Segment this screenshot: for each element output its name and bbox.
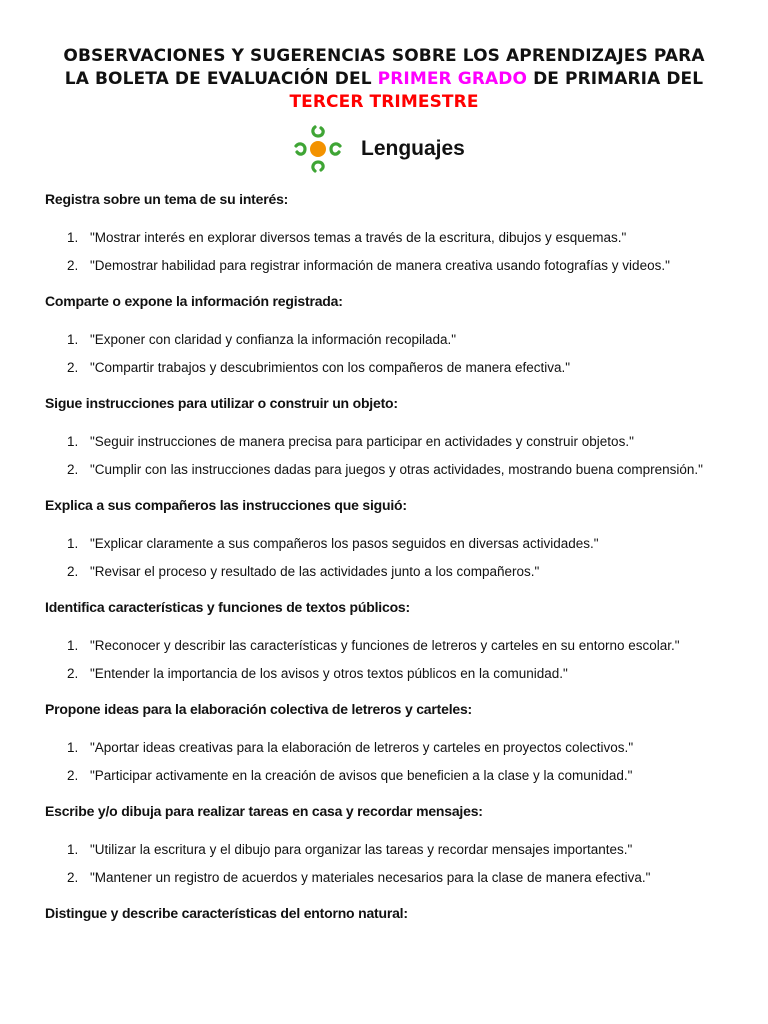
list-item: [45, 432, 735, 452]
item-text: "Revisar el proceso y resultado de las actividades junto a los compañeros.": [90, 564, 540, 579]
item-number: 2.: [67, 870, 79, 885]
title-line-2: [40, 68, 728, 91]
section-items: [45, 738, 735, 786]
title-line-2-pre: LA BOLETA DE EVALUACIÓN DEL: [64, 69, 378, 89]
section-heading: Sigue instrucciones para utilizar o construir un objeto:: [45, 395, 398, 411]
list-item: [45, 636, 735, 656]
grade-highlight: PRIMER GRADO: [377, 69, 528, 89]
item-text: "Participar activamente en la creación de avisos que beneficien a la clase y la comunidad.": [90, 768, 633, 783]
list-item: [45, 562, 735, 582]
subject-header: [293, 124, 465, 174]
list-item: [45, 664, 735, 684]
item-text: "Explicar claramente a sus compañeros los pasos seguidos en diversas actividades.": [90, 536, 599, 551]
list-item: [45, 358, 735, 378]
item-text: "Utilizar la escritura y el dibujo para organizar las tareas y recordar mensajes importantes.": [90, 842, 633, 857]
section: [45, 801, 735, 888]
section-heading: Comparte o expone la información registrada:: [45, 293, 343, 309]
section-heading: Escribe y/o dibuja para realizar tareas en casa y recordar mensajes:: [45, 803, 483, 819]
item-number: 1.: [67, 332, 79, 347]
lenguajes-flower-icon: [293, 124, 343, 174]
item-number: 2.: [67, 666, 79, 681]
item-number: 1.: [67, 230, 79, 245]
item-text: "Aportar ideas creativas para la elaboración de letreros y carteles en proyectos colectivos.": [90, 740, 634, 755]
item-number: 2.: [67, 768, 79, 783]
item-text: "Mantener un registro de acuerdos y materiales necesarios para la clase de manera efectiva.": [90, 870, 651, 885]
section: [45, 189, 735, 276]
observations-list: [45, 189, 735, 942]
subject-name: Lenguajes: [361, 137, 465, 160]
list-item: [45, 460, 735, 480]
list-item: [45, 738, 735, 758]
item-number: 1.: [67, 842, 79, 857]
item-text: "Reconocer y describir las características y funciones de letreros y carteles en su entorno escolar.": [90, 638, 680, 653]
item-text: "Cumplir con las instrucciones dadas para juegos y otras actividades, mostrando buena comprensión.": [90, 462, 703, 477]
item-text: "Mostrar interés en explorar diversos temas a través de la escritura, dibujos y esquemas.": [90, 230, 627, 245]
item-number: 2.: [67, 462, 79, 477]
item-text: "Entender la importancia de los avisos y otros textos públicos en la comunidad.": [90, 666, 568, 681]
item-text: "Seguir instrucciones de manera precisa para participar en actividades y construir objetos.": [90, 434, 634, 449]
trimester-highlight: TERCER TRIMESTRE: [289, 92, 479, 112]
section-items: [45, 330, 735, 378]
title-line-2-post: DE PRIMARIA DEL: [527, 69, 704, 89]
item-number: 1.: [67, 638, 79, 653]
section: [45, 699, 735, 786]
item-number: 2.: [67, 258, 79, 273]
section-items: [45, 636, 735, 684]
item-text: "Exponer con claridad y confianza la información recopilada.": [90, 332, 457, 347]
item-number: 1.: [67, 536, 79, 551]
list-item: [45, 868, 735, 888]
list-item: [45, 840, 735, 860]
list-item: [45, 228, 735, 248]
section-heading: Distingue y describe características del entorno natural:: [45, 905, 408, 921]
section-items: [45, 228, 735, 276]
item-text: "Demostrar habilidad para registrar información de manera creativa usando fotografías y videos.": [90, 258, 670, 273]
section-items: [45, 840, 735, 888]
section: [45, 393, 735, 480]
item-number: 1.: [67, 740, 79, 755]
section-heading: Explica a sus compañeros las instrucciones que siguió:: [45, 497, 407, 513]
list-item: [45, 534, 735, 554]
item-number: 2.: [67, 360, 79, 375]
section-items: [45, 432, 735, 480]
item-number: 2.: [67, 564, 79, 579]
document-title: [40, 45, 728, 114]
section: [45, 903, 735, 923]
list-item: [45, 330, 735, 350]
section: [45, 291, 735, 378]
title-line-1: OBSERVACIONES Y SUGERENCIAS SOBRE LOS APRENDIZAJES PARA: [63, 46, 705, 66]
item-number: 1.: [67, 434, 79, 449]
section-heading: Propone ideas para la elaboración colectiva de letreros y carteles:: [45, 701, 473, 717]
item-text: "Compartir trabajos y descubrimientos con los compañeros de manera efectiva.": [90, 360, 571, 375]
section-items: [45, 534, 735, 582]
section: [45, 597, 735, 684]
list-item: [45, 256, 735, 276]
section-heading: Identifica características y funciones de textos públicos:: [45, 599, 410, 615]
section-heading: Registra sobre un tema de su interés:: [45, 191, 289, 207]
list-item: [45, 766, 735, 786]
section: [45, 495, 735, 582]
